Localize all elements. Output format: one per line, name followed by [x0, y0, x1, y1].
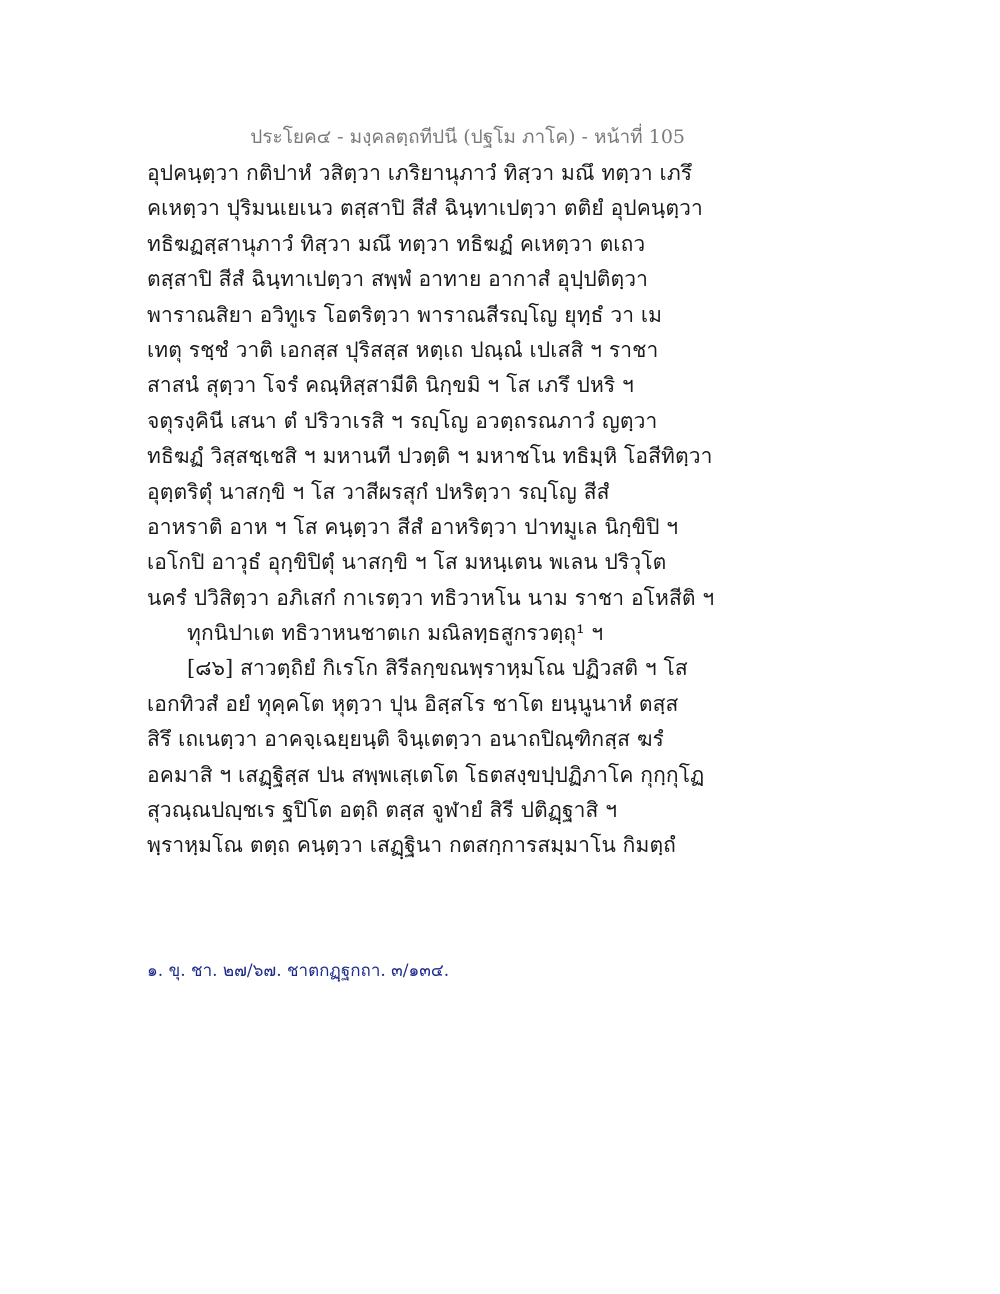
text-line: ทธิฆฏํ วิสฺสชฺเชสิ ฯ มหานที ปวตฺติ ฯ มหาชโน ทธิมฺหิ โอสีทิตฺวา [147, 444, 713, 469]
text-line: พฺราหฺมโณ ตตฺถ คนฺตฺวา เสฏฺฐินา กตสกฺการสมฺมาโน กิมตฺถํ [147, 833, 676, 858]
text-line: สุวณฺณปญฺชเร ฐปิโต อตฺถิ ตสฺส จูฬายํ สิรี ปติฏฺฐาสิ ฯ [147, 798, 618, 823]
text-line: อุปคนฺตฺวา กติปาหํ วสิตฺวา เภริยานุภาวํ ทิสฺวา มณึ ทตฺวา เภรึ [147, 161, 693, 185]
text-line: พาราณสิยา อวิทูเร โอตริตฺวา พาราณสีรญฺโญ ยุทฺธํ วา เม [147, 302, 663, 327]
section-end-line: ทุกนิปาเต ทธิวาหนชาตเก มณิลทฺธสูกรวตฺถุ¹ ฯ [187, 621, 604, 646]
text-line: สิรึ เถเนตฺวา อาคจฺเฉยฺยนฺติ จินฺเตตฺวา อนาถปิณฺฑิกสฺส ฆรํ [147, 727, 664, 752]
text-line: ทธิฆฏสฺสานุภาวํ ทิสฺวา มณึ ทตฺวา ทธิฆฏํ คเหตฺวา ตเถว [147, 231, 646, 256]
text-line: อคมาสิ ฯ เสฏฺฐิสฺส ปน สพฺพเสฺเตโต โธตสงฺขปฺปฏิภาโค กุกฺกุโฏ [147, 762, 705, 787]
page-header: ประโยค๔ - มงฺคลตฺถทีปนี (ปฐโม ภาโค) - หน้าที่ 105 [250, 126, 685, 148]
section-start-line: [๘๖] สาวตฺถิยํ กิเรโก สิรีลกฺขณพฺราหฺมโณ ปฏิวสติ ฯ โส [187, 656, 688, 681]
text-line: นครํ ปวิสิตฺวา อภิเสกํ กาเรตฺวา ทธิวาหโน นาม ราชา อโหสีติ ฯ [147, 585, 715, 610]
text-line: อุตฺตริตุํ นาสกฺขิ ฯ โส วาสีผรสุกํ ปหริตฺวา รญฺโญ สีสํ [147, 479, 610, 504]
text-line: เอกทิวสํ อยํ ทุคฺคโต หุตฺวา ปุน อิสฺสโร ชาโต ยนฺนูนาหํ ตสฺส [147, 691, 679, 716]
text-line: จตุรงฺคินี เสนา ตํ ปริวาเรสิ ฯ รญฺโญ อวตฺถรณภาวํ ญตฺวา [147, 408, 658, 433]
footnote: ๑. ขุ. ชา. ๒๗/๖๗. ชาตกฏฺฐกถา. ๓/๑๓๔. [147, 961, 450, 981]
text-line: ตสฺสาปิ สีสํ ฉินฺทาเปตฺวา สพฺพํ อาทาย อากาสํ อุปฺปติตฺวา [147, 267, 649, 292]
text-line: สาสนํ สุตฺวา โจรํ คณฺหิสฺสามีติ นิกฺขมิ ฯ โส เภรึ ปหริ ฯ [147, 373, 634, 398]
text-line: เอโกปิ อาวุธํ อุกฺขิปิตุํ นาสกฺขิ ฯ โส มหนฺเตน พเลน ปริวุโต [147, 550, 667, 575]
text-line: คเหตฺวา ปุริมนเยเนว ตสฺสาปิ สีสํ ฉินฺทาเปตฺวา ตติยํ อุปคนฺตฺวา [147, 196, 703, 221]
text-line: เทตุ รชฺชํ วาติ เอกสฺส ปุริสสฺส หตฺเถ ปณฺณํ เปเสสิ ฯ ราชา [147, 337, 659, 362]
body-text [147, 156, 715, 864]
text-line: อาหราติ อาห ฯ โส คนฺตฺวา สีสํ อาหริตฺวา ปาทมูเล นิกฺขิปิ ฯ [147, 514, 679, 539]
